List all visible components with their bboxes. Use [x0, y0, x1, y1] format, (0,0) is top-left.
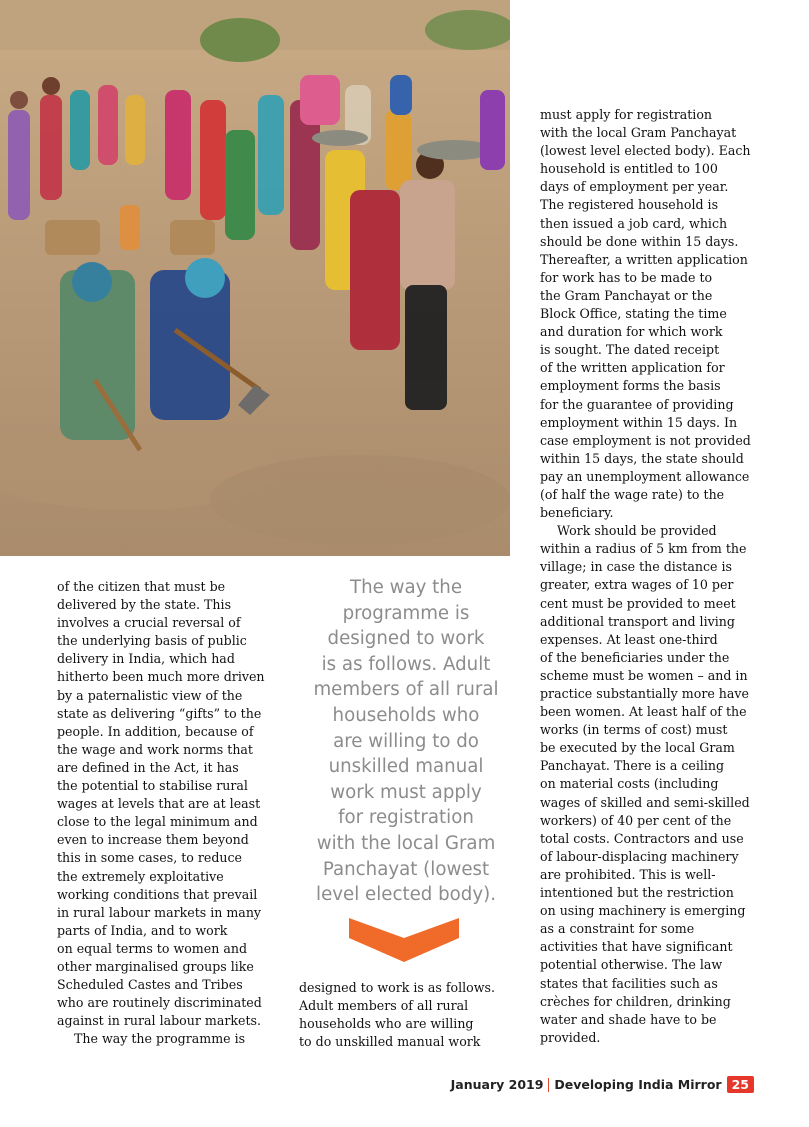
text-line: cent must be provided to meet	[540, 595, 736, 611]
text-line: water and shade have to be	[540, 1011, 717, 1027]
text-line: state as delivering “gifts” to the	[57, 705, 262, 721]
text-line: households who are willing	[299, 1016, 474, 1032]
pull-quote-line: members of all rural	[313, 679, 499, 701]
pull-quote-line: designed to work	[327, 628, 485, 650]
text-line: The registered household is	[540, 197, 719, 213]
text-line: within 15 days, the state should	[540, 450, 744, 466]
text-line: potential otherwise. The law	[540, 957, 723, 973]
text-line: Scheduled Castes and Tribes	[57, 977, 243, 993]
text-line: wages at levels that are at least	[57, 796, 261, 812]
text-line: on material costs (including	[540, 776, 719, 792]
text-line: should be done within 15 days.	[540, 233, 739, 249]
pull-quote-line: for registration	[338, 807, 474, 829]
text-line: of the beneficiaries under the	[540, 649, 730, 665]
text-line: of labour-displacing machinery	[540, 848, 739, 864]
text-line: additional transport and living	[540, 613, 735, 629]
text-line: be executed by the local Gram	[540, 740, 735, 756]
workers-photo	[0, 0, 510, 556]
article-column-right	[540, 106, 751, 1047]
page-number: 25	[727, 1076, 754, 1093]
photo-illustration	[0, 0, 510, 556]
text-line: the extremely exploitative	[57, 868, 224, 884]
text-line: The way the programme is	[74, 1031, 246, 1047]
text-line: even to increase them beyond	[57, 832, 249, 848]
text-line: (of half the wage rate) to the	[540, 486, 725, 502]
pull-quote-line: work must apply	[330, 781, 482, 803]
text-line: on equal terms to women and	[57, 940, 248, 956]
text-line: Panchayat. There is a ceiling	[540, 758, 725, 774]
text-line: Thereafter, a written application	[540, 251, 748, 267]
text-line: are prohibited. This is well-	[540, 866, 716, 882]
article-column-middle	[299, 979, 495, 1051]
text-line: against in rural labour markets.	[57, 1013, 261, 1029]
text-line: Block Office, stating the time	[540, 306, 727, 322]
text-line: then issued a job card, which	[540, 215, 728, 231]
text-line: activities that have significant	[540, 939, 733, 955]
text-line: the wage and work norms that	[57, 741, 253, 757]
text-line: total costs. Contractors and use	[540, 830, 744, 846]
text-line: wages of skilled and semi-skilled	[540, 794, 750, 810]
text-line: of the citizen that must be	[57, 579, 226, 594]
text-line: Adult members of all rural	[299, 998, 469, 1014]
text-line: employment within 15 days. In	[540, 414, 738, 430]
text-line: delivery in India, which had	[57, 651, 235, 667]
text-line: days of employment per year.	[540, 179, 729, 195]
text-line: are defined in the Act, it has	[57, 759, 239, 775]
text-line: is sought. The dated receipt	[540, 342, 720, 358]
text-line: this in some cases, to reduce	[57, 850, 242, 866]
text-line: employment forms the basis	[540, 378, 721, 394]
text-line: with the local Gram Panchayat	[540, 125, 737, 141]
page-footer	[451, 1076, 754, 1093]
text-line: village; in case the distance is	[540, 559, 732, 575]
text-line: people. In addition, because of	[57, 723, 254, 739]
text-line: other marginalised groups like	[57, 958, 254, 974]
text-line: greater, extra wages of 10 per	[540, 577, 734, 593]
text-line: parts of India, and to work	[57, 922, 228, 938]
article-column-left	[57, 578, 265, 1048]
text-line: and duration for which work	[540, 324, 723, 340]
pull-quote	[307, 575, 505, 908]
text-line: who are routinely discriminated	[57, 995, 262, 1011]
text-line: must apply for registration	[540, 107, 713, 122]
text-line: household is entitled to 100	[540, 161, 718, 177]
text-line: within a radius of 5 km from the	[540, 541, 747, 557]
text-line: the Gram Panchayat or the	[540, 287, 713, 303]
text-line: as a constraint for some	[540, 921, 695, 937]
pull-quote-line: is as follows. Adult	[321, 653, 491, 675]
text-line: beneficiary.	[540, 505, 614, 521]
text-line: scheme must be women – and in	[540, 667, 748, 683]
pull-quote-line: The way the	[349, 577, 463, 598]
text-line: designed to work is as follows.	[299, 980, 495, 995]
pull-quote-line: are willing to do	[333, 730, 479, 752]
text-line: workers) of 40 per cent of the	[540, 812, 732, 828]
text-line: Work should be provided	[557, 523, 717, 539]
text-line: close to the legal minimum and	[57, 814, 258, 830]
pull-quote-line: unskilled manual	[328, 756, 484, 778]
issue-date: January 2019	[450, 1077, 544, 1092]
text-line: works (in terms of cost) must	[540, 722, 728, 738]
text-line: of the written application for	[540, 360, 725, 376]
text-line: provided.	[540, 1029, 601, 1045]
text-line: in rural labour markets in many	[57, 904, 262, 920]
pull-quote-line: with the local Gram	[316, 832, 496, 854]
text-line: on using machinery is emerging	[540, 903, 746, 919]
text-line: the potential to stabilise rural	[57, 778, 248, 794]
text-line: working conditions that prevail	[57, 886, 258, 902]
chevron-down-icon	[349, 916, 459, 969]
text-line: pay an unemployment allowance	[540, 468, 750, 484]
text-line: (lowest level elected body). Each	[540, 143, 751, 159]
text-line: intentioned but the restriction	[540, 885, 734, 901]
text-line: been women. At least half of the	[540, 704, 747, 720]
text-line: states that facilities such as	[540, 975, 718, 991]
pull-quote-line: programme is	[342, 602, 470, 624]
text-line: to do unskilled manual work	[299, 1034, 481, 1050]
text-line: by a paternalistic view of the	[57, 687, 243, 703]
text-line: delivered by the state. This	[57, 597, 232, 613]
pull-quote-line: level elected body).	[316, 884, 496, 906]
magazine-name: Developing India Mirror	[554, 1077, 722, 1092]
text-line: practice substantially more have	[540, 686, 749, 701]
text-line: for the guarantee of providing	[540, 396, 734, 412]
text-line: case employment is not provided	[540, 432, 751, 448]
text-line: hitherto been much more driven	[57, 669, 265, 685]
footer-divider	[548, 1078, 549, 1092]
text-line: for work has to be made to	[540, 269, 713, 285]
text-line: expenses. At least one-third	[540, 631, 718, 647]
text-line: the underlying basis of public	[57, 633, 247, 649]
text-line: involves a crucial reversal of	[57, 615, 241, 631]
pull-quote-line: households who	[332, 704, 480, 726]
text-line: crèches for children, drinking	[540, 993, 731, 1009]
pull-quote-line: Panchayat (lowest	[322, 858, 490, 880]
